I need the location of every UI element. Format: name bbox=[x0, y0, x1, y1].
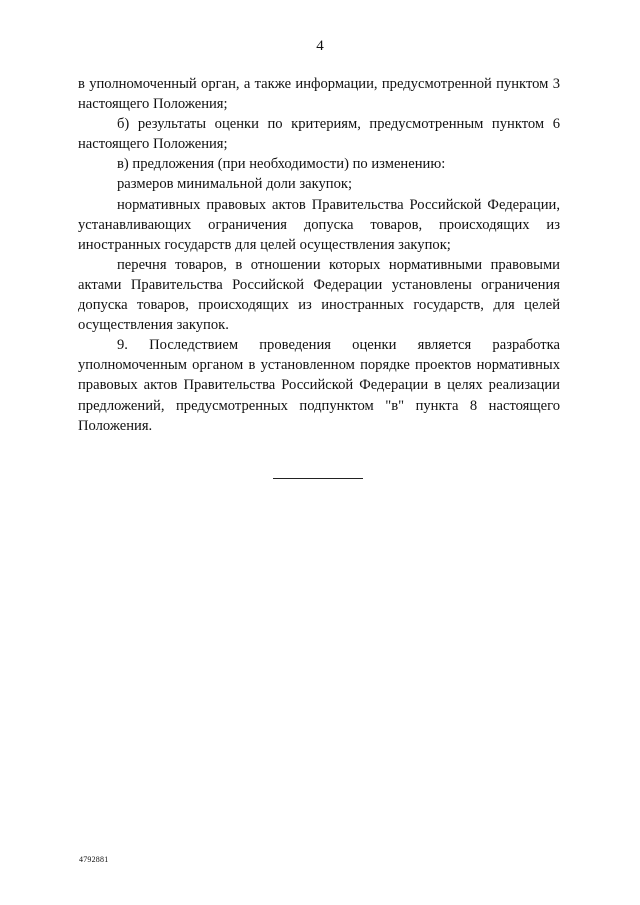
paragraph-clause-9: 9. Последствием проведения оценки является разработка уполномоченным органом в установленном порядке проектов нормативных правовых актов Правительства Российской Федерации в целях реализации предложений, предусмотренных подпунктом "в" пункта 8 настоящего Положения. bbox=[78, 337, 560, 434]
paragraph-min-share: размеров минимальной доли закупок; bbox=[117, 176, 353, 193]
paragraph-item-v: в) предложения (при необходимости) по изменению: bbox=[117, 156, 446, 173]
paragraph-normative-acts: нормативных правовых актов Правительства Российской Федерации, устанавливающих ограничения допуска товаров, происходящих из иностранных государств для целей осуществления закупок; bbox=[78, 196, 560, 253]
paragraph-goods-list: перечня товаров, в отношении которых нормативными правовыми актами Правительства Российской Федерации установлены ограничения допуска товаров, происходящих из иностранных государств, для целей осуществления закупок. bbox=[78, 256, 560, 334]
end-separator-line bbox=[273, 478, 363, 479]
paragraph-continuation: в уполномоченный орган, а также информации, предусмотренной пунктом 3 настоящего Положения; bbox=[78, 76, 560, 113]
document-code: 4792881 bbox=[79, 855, 109, 864]
paragraph-item-b: б) результаты оценки по критериям, предусмотренным пунктом 6 настоящего Положения; bbox=[78, 116, 560, 153]
page-number: 4 bbox=[316, 38, 324, 54]
document-body bbox=[78, 74, 560, 436]
